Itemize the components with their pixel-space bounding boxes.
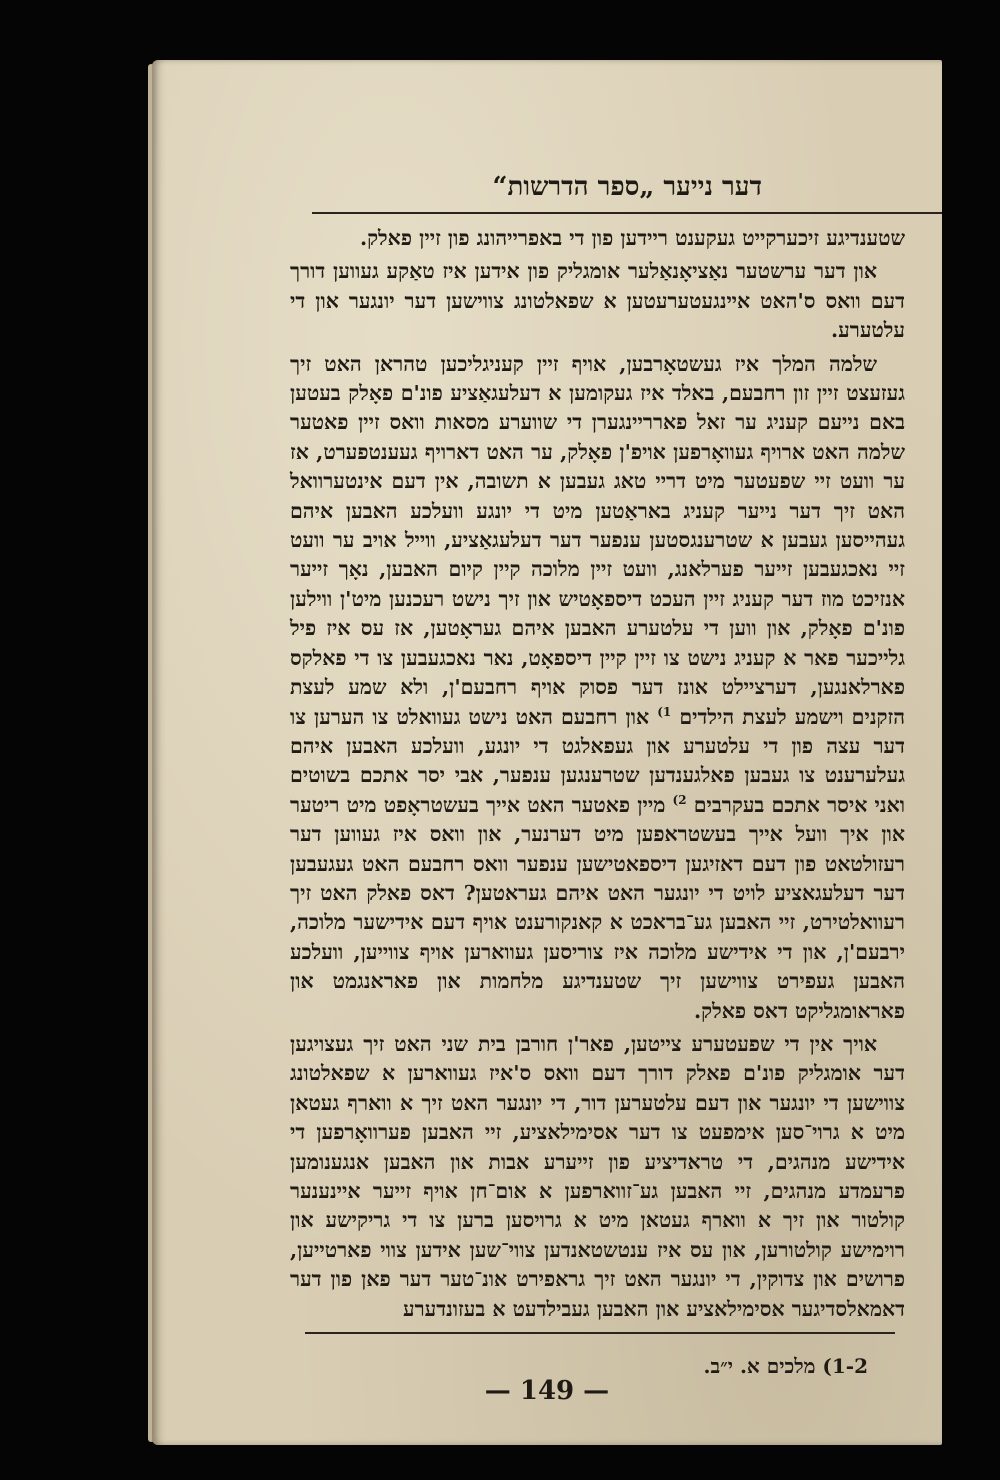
paragraph: אויך אין די שפעטערע צייטען, פאר'ן חורבן בית שני האט זיך געצויגען דער אומגליק פונ'ם פאלק דורך דעם וואס ס'איז געווארען א שפאלטונג צווישען די יונגער און דעם עלטערען דור, די יונגער האט זיך א ווארף געטאן מיט א גרוי־סען אימפעט צו דער אסימילאציע, זיי האבען פערוואָרפען די אידישע מנהגים, די טראדיציע פון זייערע אבות און האבען אנגענומען פרעמדע מנהגים, זיי האבען גע־זווארפען א אום־חן אויף זייער איינענער קולטור און זיך א ווארף געטאן מיט א גרויסען ברען צו די גריקישע און רוימישע קולטורען, און עס איז ענטשטאנדען צווי־שען אידען צווי פארטייען, פרושים און צדוקין, די יונגער האט זיך גראפירט אונ־טער דער פאן פון דער דאמאלסדיגער אסימילאציע און האבען געבילדעט א בעזונדערע (290, 1031, 905, 1321)
main-text (290, 224, 905, 1324)
paragraph: שטענדיגע זיכערקייט געקענט ריידען פון די באפרייהונג פון זיין פאלק. (359, 226, 905, 250)
running-header (312, 168, 942, 214)
book-page (152, 60, 942, 1445)
running-header-title: דער נייער „ספר הדרשות“ (492, 172, 762, 202)
page-number: — 149 — (484, 1376, 610, 1406)
footnote-divider (305, 1332, 895, 1334)
paragraph: און דער ערשטער נאַציאָנאַלער אומגליק פון אידען איז טאַקע געווען דורך דעם וואס ס'האט אײנגעטערעטען א שפאלטונג צווישען דער יונגער און די עלטערע. (290, 259, 905, 343)
footnote: 1-2) מלכים א. י״ב. (703, 1354, 868, 1378)
paragraph: שלמה המלך איז געשטאָרבען, אויף זיין קעניגליכען טהראן האט זיך געזעצט זיין זון רחבעם, באלד איז געקומען א דעלעגאַציע פונ'ם פאָלק בעטען באם נייעם קעניג ער זאל פארריינגערן די שווערע מסאות וואס זיין פאטער שלמה האט ארויף געוואָרפען אויפ'ן פאָלק, ער האט דארויף געענטפערט, אז ער וועט זיי שפעטער מיט דריי טאג געבען א תשובה, אין דעם אינטערוואל האט זיך דער נייער קעניג באראַטען מיט די יונגע וועלכע האבען איהם געהייסען געבען א שטרענגסטען ענפער דער דעלעגאַציע, ווייל אויב ער וועט זיי נאכגעבען זייער פערלאנג, וועט זיין מלוכה קיין קיום האבען, נאָך זייער אנזיכט מוז דער קעניג זיין העכט דיספאָטיש און זיך נישט רעכנען מיט'ן ווילען פונ'ם פאָלק, און ווען די עלטערע האבען איהם געראָטען, אז עס איז פיל גלייכער פאר א קעניג נישט צו זיין קיין דיספאָט, נאר נאכגעבען צו די פאלקס פארלאנגען, דערציילט אונז דער פסוק אויף רחבעם'ן, ולא שמע לעצת הזקנים וישמע לעצת הילדים $^{1)}$ און רחבעם האט נישט געוואלט צו הערען צו דער עצה פון די עלטערע און געפאלגט די יונגע, וועלכע האבען איהם געלערענט צו געבען פאלגענדען שטרענגען ענפער, אבי יסר אתכם בשוטים ואני איסר אתכם בעקרבים $^{2)}$ מיין פאטער האט אייך בעשטראָפט מיט ריטער און איך וועל אייך בעשטראפען מיט דערנער, און וואס איז געווען דער רעזולטאט פון דעם דאזיגען דיספאטישען ענפער וואס רחבעם האט געגעבען דער דעלעגאציע לויט די יונגער האט איהם געראטען? דאס פאלק האט זיך רעוואלטירט, זיי האבען גע־בראכט א קאנקורענט אויף דעם אידישער מלוכה, ירבעם'ן, און די אידישע מלוכה איז צוריסען געווארען אויף צווייען, וועלכע האבען געפירט צווישען זיך שטענדיגע מלחמות און פאראנגמט און פאראומגליקט דאס פאלק. (290, 351, 905, 1023)
